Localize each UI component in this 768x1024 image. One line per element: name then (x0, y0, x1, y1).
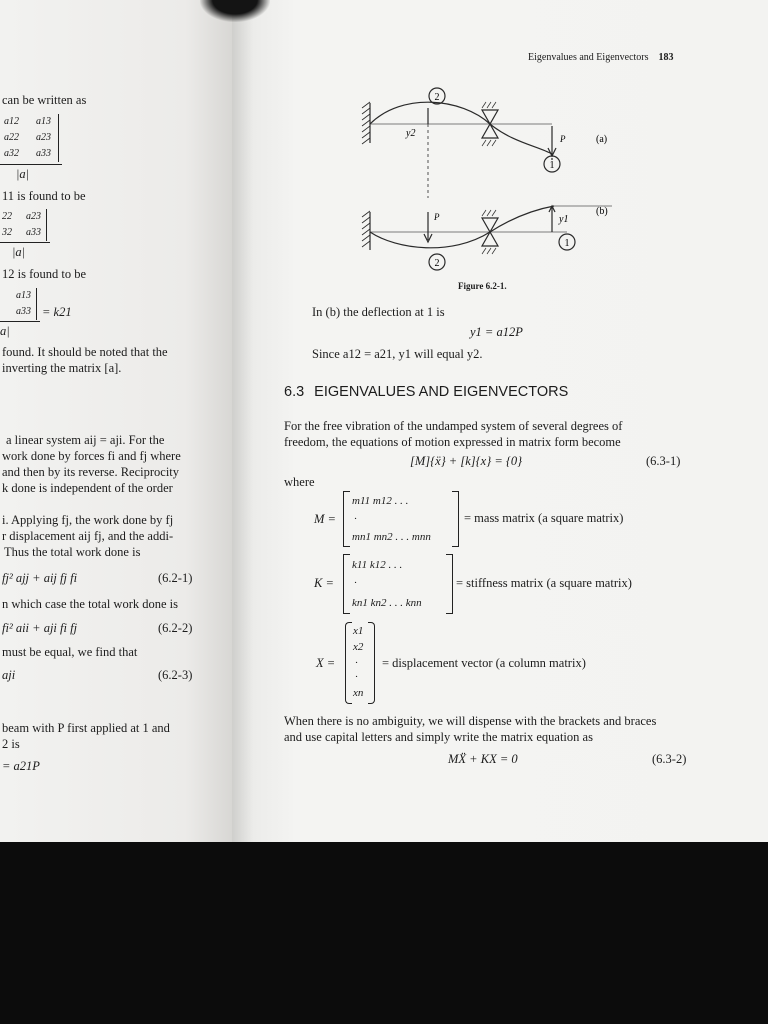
matrix-bracket (343, 491, 350, 547)
matrix-entry: a33 (26, 227, 41, 238)
vector-description: = displacement vector (a column matrix) (382, 656, 586, 670)
equation-number: (6.2-3) (158, 668, 193, 682)
vector-entry: x1 (353, 625, 364, 637)
determinant-symbol: |a| (12, 245, 26, 259)
body-text: In (b) the deflection at 1 is (312, 305, 445, 319)
left-text-line: 12 is found to be (2, 267, 87, 281)
subfigure-label-a: (a) (596, 134, 608, 145)
left-text-line: 11 is found to be (2, 189, 86, 203)
matrix-entry: 32 (2, 227, 12, 238)
matrix-description: = mass matrix (a square matrix) (464, 511, 624, 525)
matrix-entry: a33 (36, 148, 51, 159)
matrix-entry: a32 (4, 148, 19, 159)
equation: = a21P (2, 759, 40, 773)
left-text-line: n which case the total work done is (2, 597, 178, 611)
equation: aji (2, 668, 16, 682)
matrix-row: · (354, 513, 357, 525)
left-text-line: and then by its reverse. Reciprocity (2, 465, 180, 479)
beam-deflection-figure (232, 0, 768, 300)
matrix-row: mn1 mn2 . . . mnn (352, 531, 431, 543)
load-p-label: P (560, 134, 566, 144)
vector-entry: xn (353, 687, 364, 699)
equation: fj² ajj + aij fj fi (2, 571, 78, 585)
matrix-entry: a23 (26, 211, 41, 222)
deflected-beam-b (370, 206, 554, 248)
matrix-row: kn1 kn2 . . . knn (352, 597, 422, 609)
matrix-entry: a33 (16, 306, 31, 317)
left-text-line: beam with P first applied at 1 and (2, 721, 170, 735)
fraction-line (0, 164, 62, 165)
left-text-line: must be equal, we find that (2, 645, 138, 659)
paragraph-line: and use capital letters and simply write the matrix equation as (284, 730, 593, 744)
vector-entry: · (355, 671, 358, 683)
equation-number: (6.2-2) (158, 621, 193, 635)
figure-caption: Figure 6.2-1. (458, 281, 507, 291)
equation-number: (6.3-1) (646, 454, 681, 468)
node-label: 1 (564, 238, 570, 249)
matrix-entry: a13 (16, 290, 31, 301)
left-text-line: 2 is (2, 737, 20, 751)
left-text-line: i. Applying fj, the work done by fj (2, 513, 174, 527)
equation: fi² aii + aji fi fj (2, 621, 78, 635)
intro-paragraph (284, 418, 754, 450)
matrix-entry: a23 (36, 132, 51, 143)
body-text: where (284, 475, 315, 489)
paragraph-line: For the free vibration of the undamped system of several degrees of (284, 419, 623, 433)
equation: y1 = a12P (470, 325, 523, 339)
stiffness-symbol: K = (314, 576, 334, 590)
matrix-bracket (452, 491, 459, 547)
left-text-line: work done by forces fi and fj where (2, 449, 181, 463)
node-label: 2 (434, 258, 440, 269)
determinant-bar (36, 288, 37, 320)
node-label: 1 (549, 160, 555, 171)
determinant-bar (58, 114, 59, 162)
y2-label: y2 (406, 128, 416, 139)
mass-symbol: M = (314, 512, 336, 526)
book-spine-shadow (200, 0, 270, 22)
left-text-line: Thus the total work done is (4, 545, 141, 559)
matrix-entry: a22 (4, 132, 19, 143)
displacement-symbol: X = (316, 656, 336, 670)
left-text-line: can be written as (2, 93, 87, 107)
equation-rhs: = k21 (42, 305, 72, 319)
matrix-row: m11 m12 . . . (352, 495, 409, 507)
left-text-line: inverting the matrix [a]. (2, 361, 122, 375)
vector-entry: · (355, 657, 358, 669)
paragraph-line: When there is no ambiguity, we will dispense with the brackets and braces (284, 714, 657, 728)
section-number: 6.3 (284, 384, 305, 400)
equation: MẌ + KX = 0 (448, 752, 518, 766)
equation-number: (6.3-2) (652, 752, 687, 766)
body-text: Since a12 = a21, y1 will equal y2. (312, 347, 483, 361)
vector-brace (345, 622, 352, 704)
matrix-bracket (343, 554, 350, 614)
left-page (0, 0, 232, 842)
left-text-line: k done is independent of the order (2, 481, 173, 495)
equation: [M]{ẍ} + [k]{x} = {0} (410, 454, 523, 468)
section-heading (284, 384, 578, 400)
load-p-label: P (434, 212, 440, 222)
left-text-line: found. It should be noted that the (2, 345, 168, 359)
left-text-line: a linear system aij = aji. For the (6, 433, 165, 447)
matrix-entry: a13 (36, 116, 51, 127)
right-page (232, 0, 768, 842)
equation-number: (6.2-1) (158, 571, 193, 585)
matrix-entry: a12 (4, 116, 19, 127)
matrix-entry: 22 (2, 211, 12, 222)
matrix-description: = stiffness matrix (a square matrix) (456, 576, 632, 590)
y1-label: y1 (559, 214, 569, 225)
fraction-line (0, 321, 40, 322)
vector-entry: x2 (353, 641, 364, 653)
determinant-bar (46, 209, 47, 241)
matrix-bracket (446, 554, 453, 614)
node-label: 2 (434, 92, 440, 103)
subfigure-label-b: (b) (596, 206, 608, 217)
deflected-beam-a (370, 102, 552, 154)
page-number: 183 (658, 52, 674, 63)
paragraph-line: freedom, the equations of motion expressed in matrix form become (284, 435, 621, 449)
matrix-row: · (354, 577, 357, 589)
vector-brace (368, 622, 375, 704)
closing-paragraph (284, 713, 754, 745)
fraction-line (0, 242, 50, 243)
header-title: Eigenvalues and Eigenvectors (528, 52, 649, 63)
matrix-row: k11 k12 . . . (352, 559, 403, 571)
determinant-symbol: |a| (16, 167, 30, 181)
determinant-symbol: a| (0, 324, 10, 338)
left-text-line: r displacement aij fj, and the addi- (2, 529, 174, 543)
section-title: EIGENVALUES AND EIGENVECTORS (314, 384, 569, 400)
